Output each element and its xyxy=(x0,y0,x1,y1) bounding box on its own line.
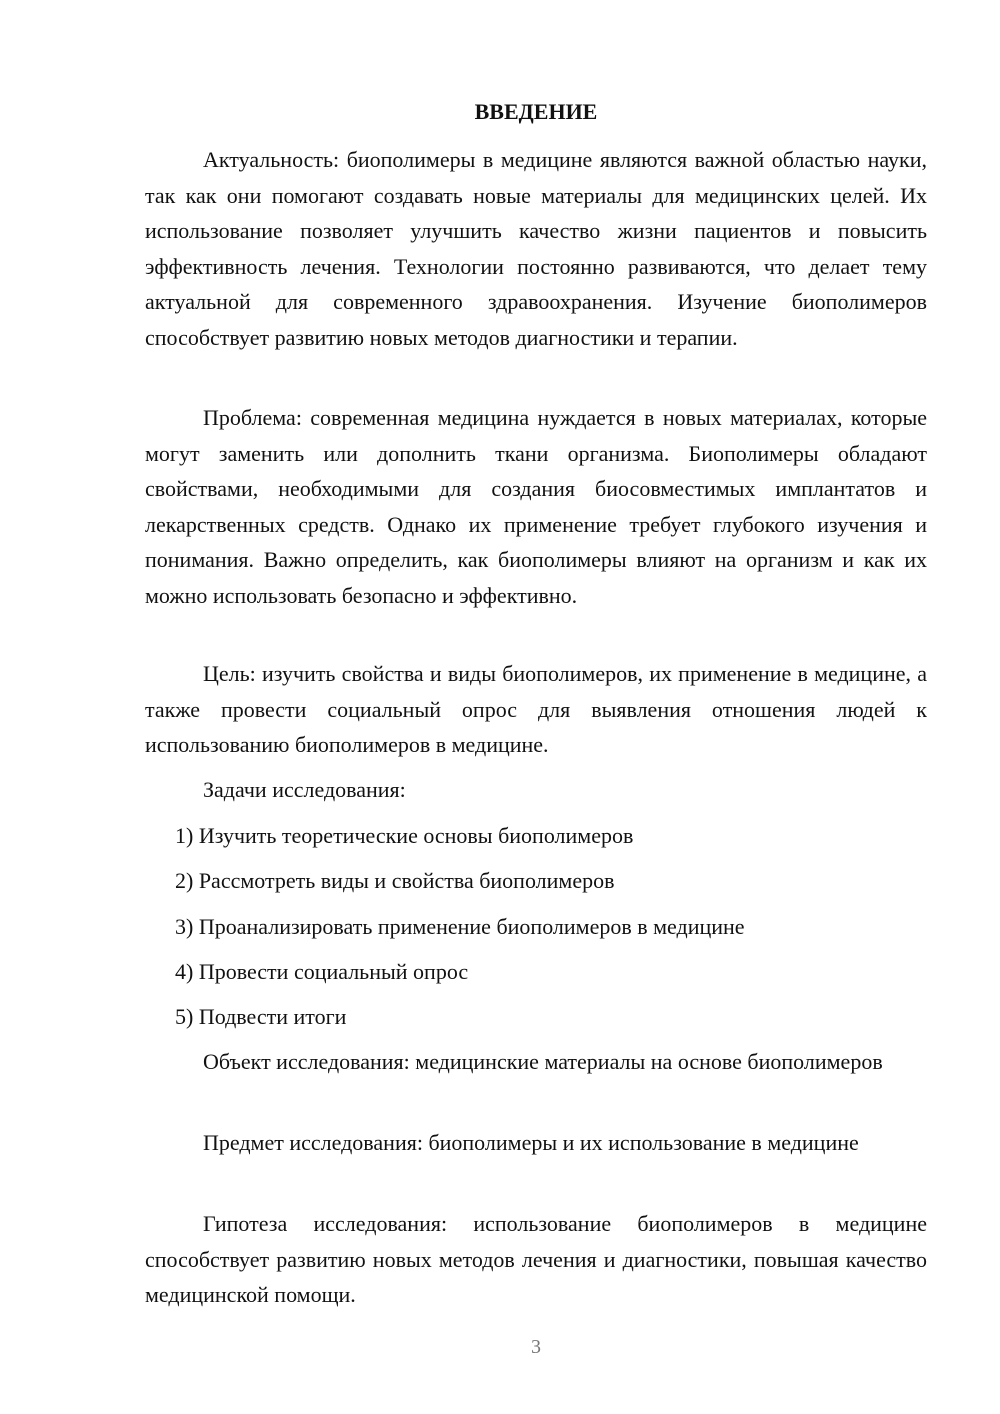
task-item: 2) Рассмотреть виды и свойства биополимеров xyxy=(175,868,615,893)
goal-paragraph: Цель: изучить свойства и виды биополимеров, их применение в медицине, а также провести социальный опрос для выявления отношения людей к использованию биополимеров в медицине. xyxy=(145,661,927,757)
relevance-paragraph: Актуальность: биополимеры в медицине являются важной областью науки, так как они помогают создавать новые материалы для медицинских целей. Их использование позволяет улучшить качество жизни пациентов и повысить эффективность лечения. Технологии постоянно развиваются, что делает тему актуальной для современного здравоохранения. Изучение биополимеров способствует развитию новых методов диагностики и терапии. xyxy=(145,147,927,350)
hypothesis-paragraph: Гипотеза исследования: использование биополимеров в медицине способствует развитию новых методов лечения и диагностики, повышая качество медицинской помощи. xyxy=(145,1211,927,1307)
tasks-title: Задачи исследования: xyxy=(203,777,406,802)
page-number: 3 xyxy=(531,1336,541,1358)
task-item: 1) Изучить теоретические основы биополимеров xyxy=(175,823,634,848)
object-paragraph: Объект исследования: медицинские материалы на основе биополимеров xyxy=(203,1049,883,1074)
task-item: 3) Проанализировать применение биополимеров в медицине xyxy=(175,914,745,939)
task-item: 5) Подвести итоги xyxy=(175,1004,347,1029)
task-item: 4) Провести социальный опрос xyxy=(175,959,469,984)
page-title: ВВЕДЕНИЕ xyxy=(474,99,598,124)
subject-paragraph: Предмет исследования: биополимеры и их использование в медицине xyxy=(203,1130,859,1155)
problem-paragraph: Проблема: современная медицина нуждается в новых материалах, которые могут заменить или дополнить ткани организма. Биополимеры обладают свойствами, необходимыми для создания биосовместимых имплантатов и лекарственных средств. Однако их применение требует глубокого изучения и понимания. Важно определить, как биополимеры влияют на организм и как их можно использовать безопасно и эффективно. xyxy=(145,405,927,608)
